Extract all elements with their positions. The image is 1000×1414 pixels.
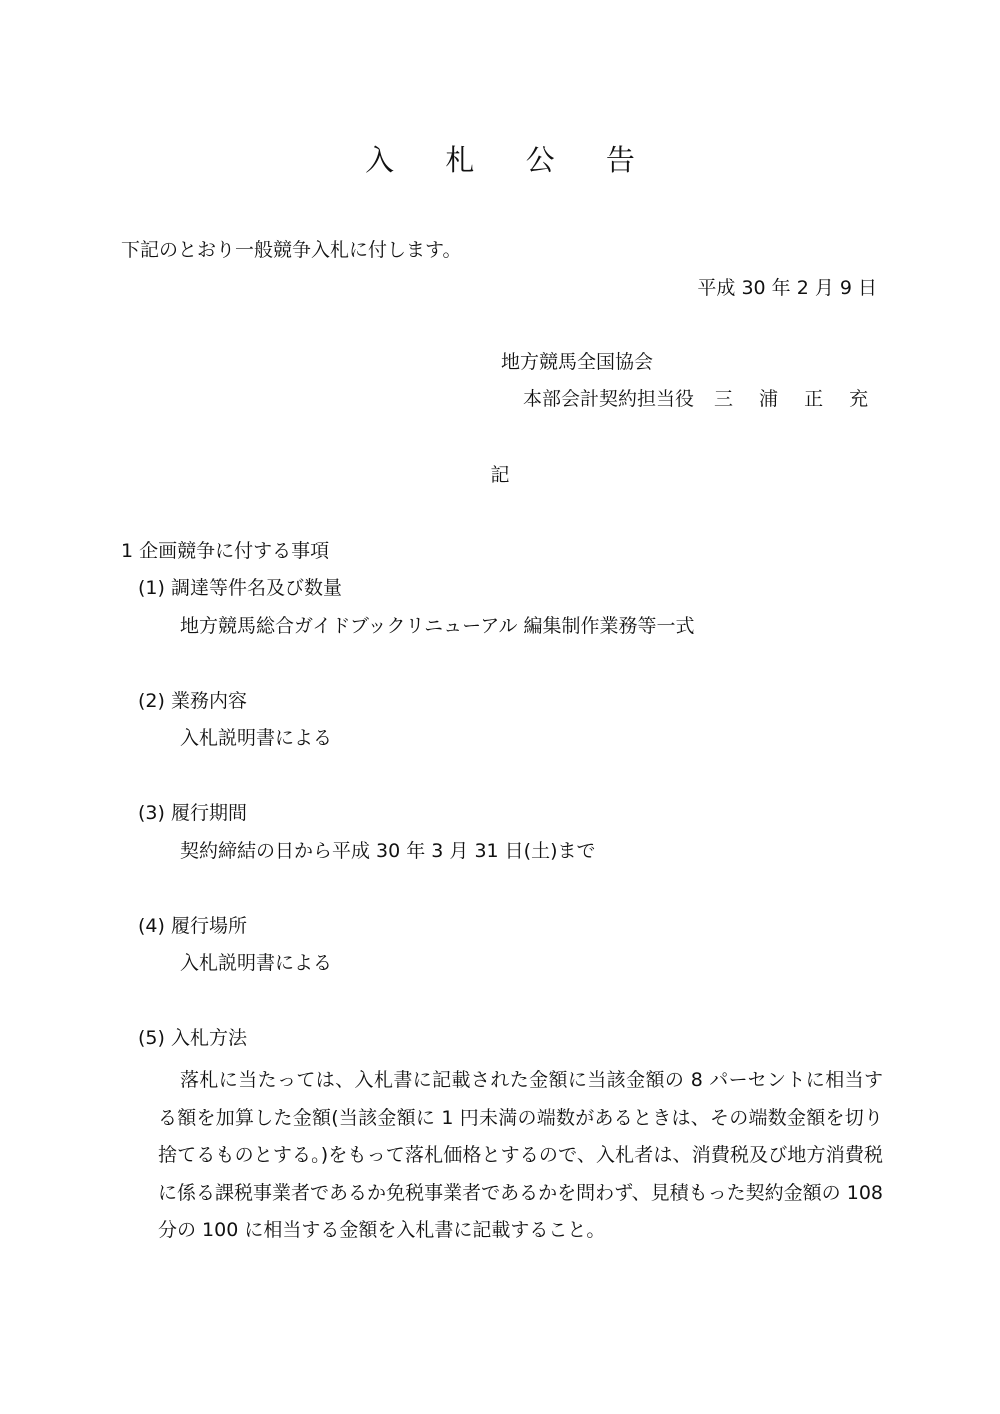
issue-date: 平成 30 年 2 月 9 日 — [697, 277, 877, 299]
item-5-label: (5) 入札方法 — [138, 1027, 247, 1049]
signer-title: 本部会計契約担当役 — [523, 388, 695, 410]
item-4-content: 入札説明書による — [180, 952, 333, 974]
item-4-label: (4) 履行場所 — [138, 915, 247, 937]
signer-name: 三 浦 正 充 — [714, 388, 879, 410]
item-3-label: (3) 履行期間 — [138, 802, 247, 824]
item-2-label: (2) 業務内容 — [138, 690, 247, 712]
organization-name: 地方競馬全国協会 — [501, 351, 654, 373]
item-1-content: 地方競馬総合ガイドブックリニューアル 編集制作業務等一式 — [180, 615, 695, 637]
intro-text: 下記のとおり一般競争入札に付します。 — [121, 239, 462, 261]
signer-line — [523, 387, 878, 411]
item-1-label: (1) 調達等件名及び数量 — [138, 577, 342, 599]
item-5-content: 落札に当たっては、入札書に記載された金額に当該金額の 8 パーセントに相当する額を加算した金額(当該金額に 1 円未満の端数があるときは、その端数金額を切り捨てるものとする。)をもって落札価格とするので、入札者は、消費税及び地方消費税に係る課税事業者であるか免税事業者であるかを問わず、見積もった契約金額の 108 分の 100 に相当する金額を入札書に記載すること。 — [158, 1069, 883, 1241]
section-heading: 1 企画競争に付する事項 — [121, 540, 330, 562]
document-title: 入 札 公 告 — [365, 143, 656, 177]
item-2-content: 入札説明書による — [180, 727, 333, 749]
item-3-content: 契約締結の日から平成 30 年 3 月 31 日(土)まで — [180, 840, 596, 862]
ki-heading: 記 — [490, 464, 510, 486]
